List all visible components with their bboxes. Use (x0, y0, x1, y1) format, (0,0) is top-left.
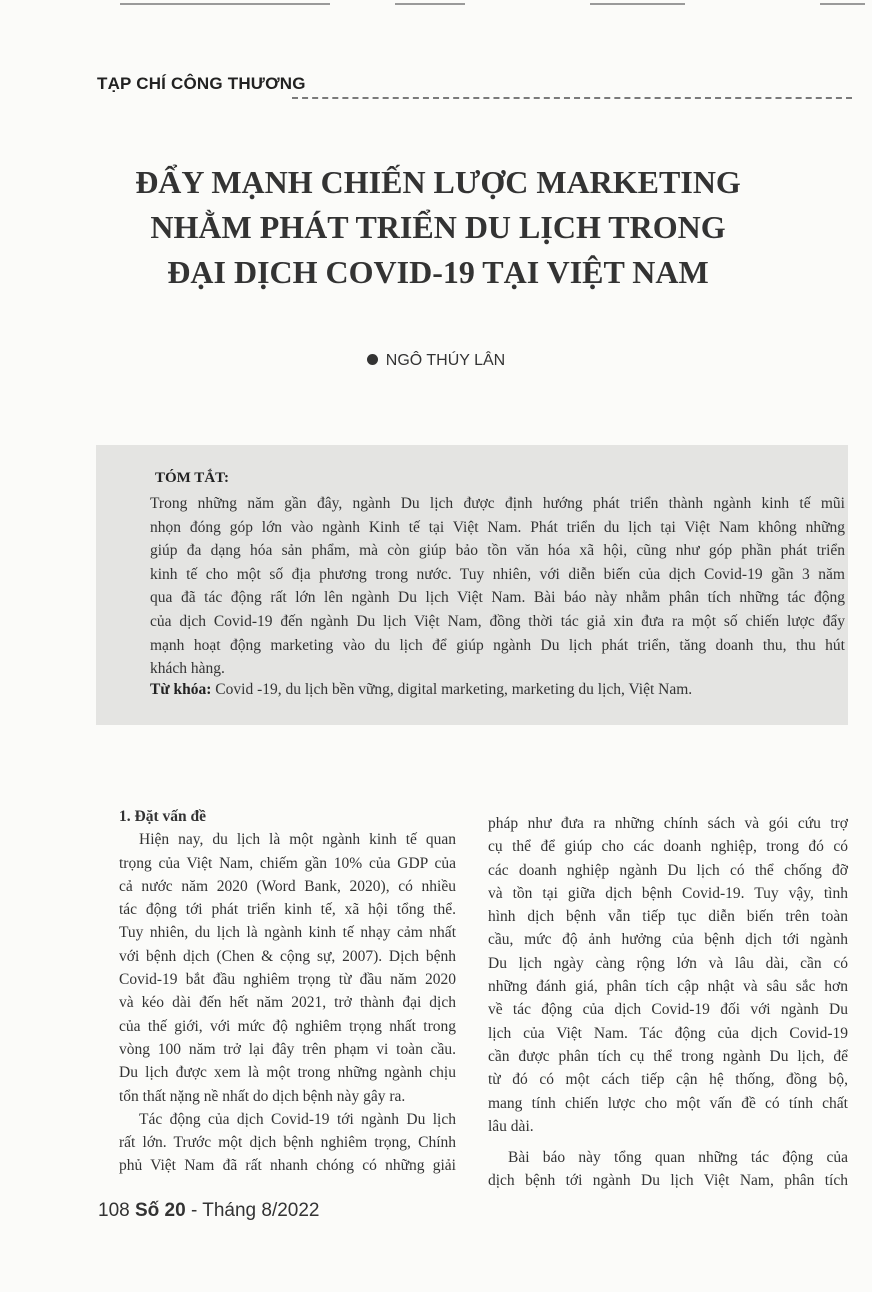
body-line: Du lịch ngày càng rộng lớn và lâu dài, cần có (488, 954, 848, 972)
body-line: tổn thất nặng nề nhất do dịch bệnh này gây ra. (119, 1087, 406, 1105)
abstract-line: kinh tế cho một số địa phương trong nước. Tuy nhiên, với diễn biến của dịch Covid-19 gần 3 năm (150, 565, 845, 583)
body-line: cả nước năm 2020 (Word Bank, 2020), có nhiều (119, 877, 456, 895)
body-line: và tồn tại giữa dịch bệnh Covid-19. Tuy vậy, tình (488, 884, 848, 902)
page-footer (98, 1200, 320, 1222)
body-line: các doanh nghiệp ngành Du lịch có thể chống đỡ (488, 861, 848, 879)
abstract-line: nhọn đóng góp lớn vào ngành Kinh tế tại Việt Nam. Phát triển du lịch tại Việt Nam không những (150, 518, 845, 536)
section-heading: 1. Đặt vấn đề (119, 808, 206, 825)
abstract-text (150, 492, 845, 681)
body-line: trọng của Việt Nam, chiếm gần 10% của GDP của (119, 854, 456, 872)
body-line: những đánh giá, phân tích cập nhật và sâu sắc hơn (488, 978, 848, 996)
body-line: Tuy nhiên, du lịch là ngành kinh tế nhạy cảm nhất (119, 924, 456, 942)
body-line: cụ thể để giúp cho các doanh nghiệp, trong đó có (488, 838, 848, 856)
body-line: tác động tới phát triển kinh tế, xã hội tổng thể. (119, 901, 456, 919)
body-line: hình dịch bệnh vẫn tiếp tục diễn biến trên toàn (488, 908, 848, 926)
article-title (70, 160, 806, 295)
body-line: Du lịch được xem là một trong những ngành chịu (119, 1064, 456, 1082)
body-line: pháp như đưa ra những chính sách và gói cứu trợ (488, 815, 848, 832)
body-line: cầu, mức độ ảnh hưởng của bệnh dịch tới ngành (488, 931, 848, 949)
abstract-line: khách hàng. (150, 660, 225, 678)
body-line: rất lớn. Trước một dịch bệnh nghiêm trọng, Chính (119, 1134, 456, 1152)
body-line: lịch của Việt Nam. Tác động của dịch Covid-19 (488, 1024, 848, 1042)
footer-separator: - (185, 1200, 203, 1221)
title-line: ĐẠI DỊCH COVID-19 TẠI VIỆT NAM (167, 254, 709, 290)
abstract-line: mạnh hoạt động marketing vào du lịch để giúp ngành Du lịch phát triển, tăng doanh thu, thu hút (150, 636, 845, 654)
body-line: với bệnh dịch (Chen & cộng sự, 2007). Dịch bệnh (119, 947, 456, 965)
page-number: 108 (98, 1200, 130, 1221)
body-line: Bài báo này tổng quan những tác động của (508, 1149, 848, 1167)
body-line: Tác động của dịch Covid-19 tới ngành Du lịch (139, 1110, 456, 1128)
issue-date: Tháng 8/2022 (202, 1200, 320, 1221)
abstract-heading: TÓM TẮT: (155, 470, 230, 486)
issue-number: Số 20 (134, 1200, 186, 1221)
header-dashed-rule (292, 97, 852, 99)
body-line: vòng 100 năm trở lại đây trên phạm vi toàn cầu. (119, 1040, 456, 1058)
top-border-rule (0, 0, 872, 8)
body-line: về tác động của dịch Covid-19 đối với ngành Du (488, 1001, 848, 1019)
body-line: cần được phân tích cụ thể trong ngành Du lịch, để (488, 1047, 848, 1065)
title-line: NHẰM PHÁT TRIỂN DU LỊCH TRONG (150, 209, 726, 245)
body-line: dịch bệnh tới ngành Du lịch Việt Nam, phân tích (488, 1172, 848, 1190)
abstract-line: của dịch Covid-19 đến ngành Du lịch Việt Nam, đồng thời tác giả xin đưa ra một số chiến lược đẩy (150, 612, 845, 630)
body-line: Covid-19 bắt đầu nghiêm trọng từ đầu năm 2020 (119, 971, 456, 989)
body-line: phủ Việt Nam đã rất nhanh chóng có những giải (119, 1157, 456, 1175)
abstract-line: giúp đa dạng hóa sản phẩm, mà còn giúp bảo tồn văn hóa xã hội, cũng như góp phần phát triển (150, 542, 845, 560)
keywords-label: Từ khóa: (150, 681, 212, 698)
abstract-line: qua đã tác động rất lớn lên ngành Du lịch Việt Nam. Bài báo này nhằm phân tích những tác động (150, 589, 845, 607)
abstract-line: Trong những năm gần đây, ngành Du lịch được định hướng phát triển thành ngành kinh tế mũi (150, 495, 845, 512)
bullet-icon (367, 354, 378, 365)
body-column-left (119, 805, 456, 1178)
journal-name: TẠP CHÍ CÔNG THƯƠNG (97, 74, 306, 93)
body-column-right (488, 812, 848, 1193)
body-line: lâu dài. (488, 1117, 534, 1135)
body-line: mang tính chiến lược cho một vấn đề có tính chất (488, 1094, 848, 1112)
body-line: từ đó có một cách tiếp cận hệ thống, đồng bộ, (488, 1071, 848, 1089)
keywords (150, 681, 692, 699)
title-line: ĐẨY MẠNH CHIẾN LƯỢC MARKETING (135, 164, 741, 200)
body-line: Hiện nay, du lịch là một ngành kinh tế quan (139, 831, 456, 849)
keywords-list: Covid -19, du lịch bền vững, digital marketing, marketing du lịch, Việt Nam. (211, 681, 693, 698)
author-name: NGÔ THÚY LÂN (385, 352, 506, 369)
body-line: của thế giới, với mức độ nghiêm trọng nhất trong (119, 1017, 456, 1035)
body-line: và kéo dài đến hết năm 2021, trở thành đại dịch (119, 994, 456, 1012)
author-byline (0, 352, 872, 370)
